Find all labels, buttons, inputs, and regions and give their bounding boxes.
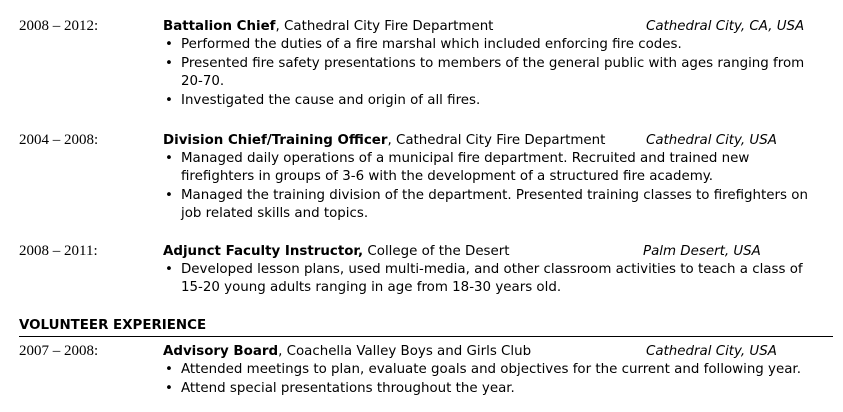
entry-role <box>163 243 510 261</box>
bullet-text: Performed the duties of a fire marshal which included enforcing fire codes. <box>181 37 682 52</box>
bullet-text: Managed the training division of the department. Presented training classes to firefighters on job related skills and topics. <box>181 188 808 221</box>
list-item <box>163 187 823 223</box>
entry-role <box>163 18 493 36</box>
entry-role <box>163 343 531 361</box>
entry-organization: College of the Desert <box>363 244 510 259</box>
bullet-text: Presented fire safety presentations to members of the general public with ages ranging from 20-70. <box>181 56 805 89</box>
entry-organization: , Cathedral City Fire Department <box>275 19 494 34</box>
bullet-icon: • <box>165 56 173 71</box>
bullet-text: Attended meetings to plan, evaluate goals and objectives for the current and following year. <box>181 362 801 377</box>
entry-title: Battalion Chief <box>163 19 276 34</box>
entry-bullet-list <box>163 150 823 224</box>
entry-dates: 2008 – 2012: <box>19 18 99 34</box>
entry-organization: , Cathedral City Fire Department <box>387 133 606 148</box>
entry-role <box>163 132 605 150</box>
bullet-icon: • <box>165 381 173 396</box>
bullet-text: Developed lesson plans, used multi-media, and other classroom activities to teach a class of 15-20 young adults ranging in age from 18-30 years old. <box>181 262 803 295</box>
section-heading-volunteer: VOLUNTEER EXPERIENCE <box>19 317 833 337</box>
bullet-icon: • <box>165 37 173 52</box>
entry-organization: , Coachella Valley Boys and Girls Club <box>278 344 532 359</box>
entry-title: Advisory Board <box>163 344 279 359</box>
entry-bullet-list <box>163 36 823 111</box>
entry-dates: 2004 – 2008: <box>19 132 99 148</box>
entry-dates: 2007 – 2008: <box>19 343 99 359</box>
bullet-icon: • <box>165 93 173 108</box>
list-item <box>163 55 823 91</box>
entry-bullet-list <box>163 361 823 399</box>
entry-location: Cathedral City, CA, USA <box>646 19 805 34</box>
list-item <box>163 380 823 398</box>
list-item <box>163 261 823 297</box>
entry-location: Cathedral City, USA <box>646 344 777 359</box>
list-item <box>163 150 823 186</box>
bullet-text: Investigated the cause and origin of all fires. <box>181 93 481 108</box>
bullet-text: Attend special presentations throughout the year. <box>181 381 515 396</box>
bullet-icon: • <box>165 188 173 203</box>
entry-title: Adjunct Faculty Instructor, <box>163 244 364 259</box>
entry-title: Division Chief/Training Officer <box>163 133 388 148</box>
list-item <box>163 361 823 379</box>
bullet-icon: • <box>165 262 173 277</box>
entry-dates: 2008 – 2011: <box>19 243 98 259</box>
entry-bullet-list <box>163 261 823 298</box>
list-item <box>163 92 823 110</box>
entry-location: Cathedral City, USA <box>646 133 777 148</box>
entry-location: Palm Desert, USA <box>643 244 761 259</box>
bullet-text: Managed daily operations of a municipal fire department. Recruited and trained new firefighters in groups of 3-6 with the development of a structured fire academy. <box>181 151 750 184</box>
bullet-icon: • <box>165 362 173 377</box>
list-item <box>163 36 823 54</box>
bullet-icon: • <box>165 151 173 166</box>
